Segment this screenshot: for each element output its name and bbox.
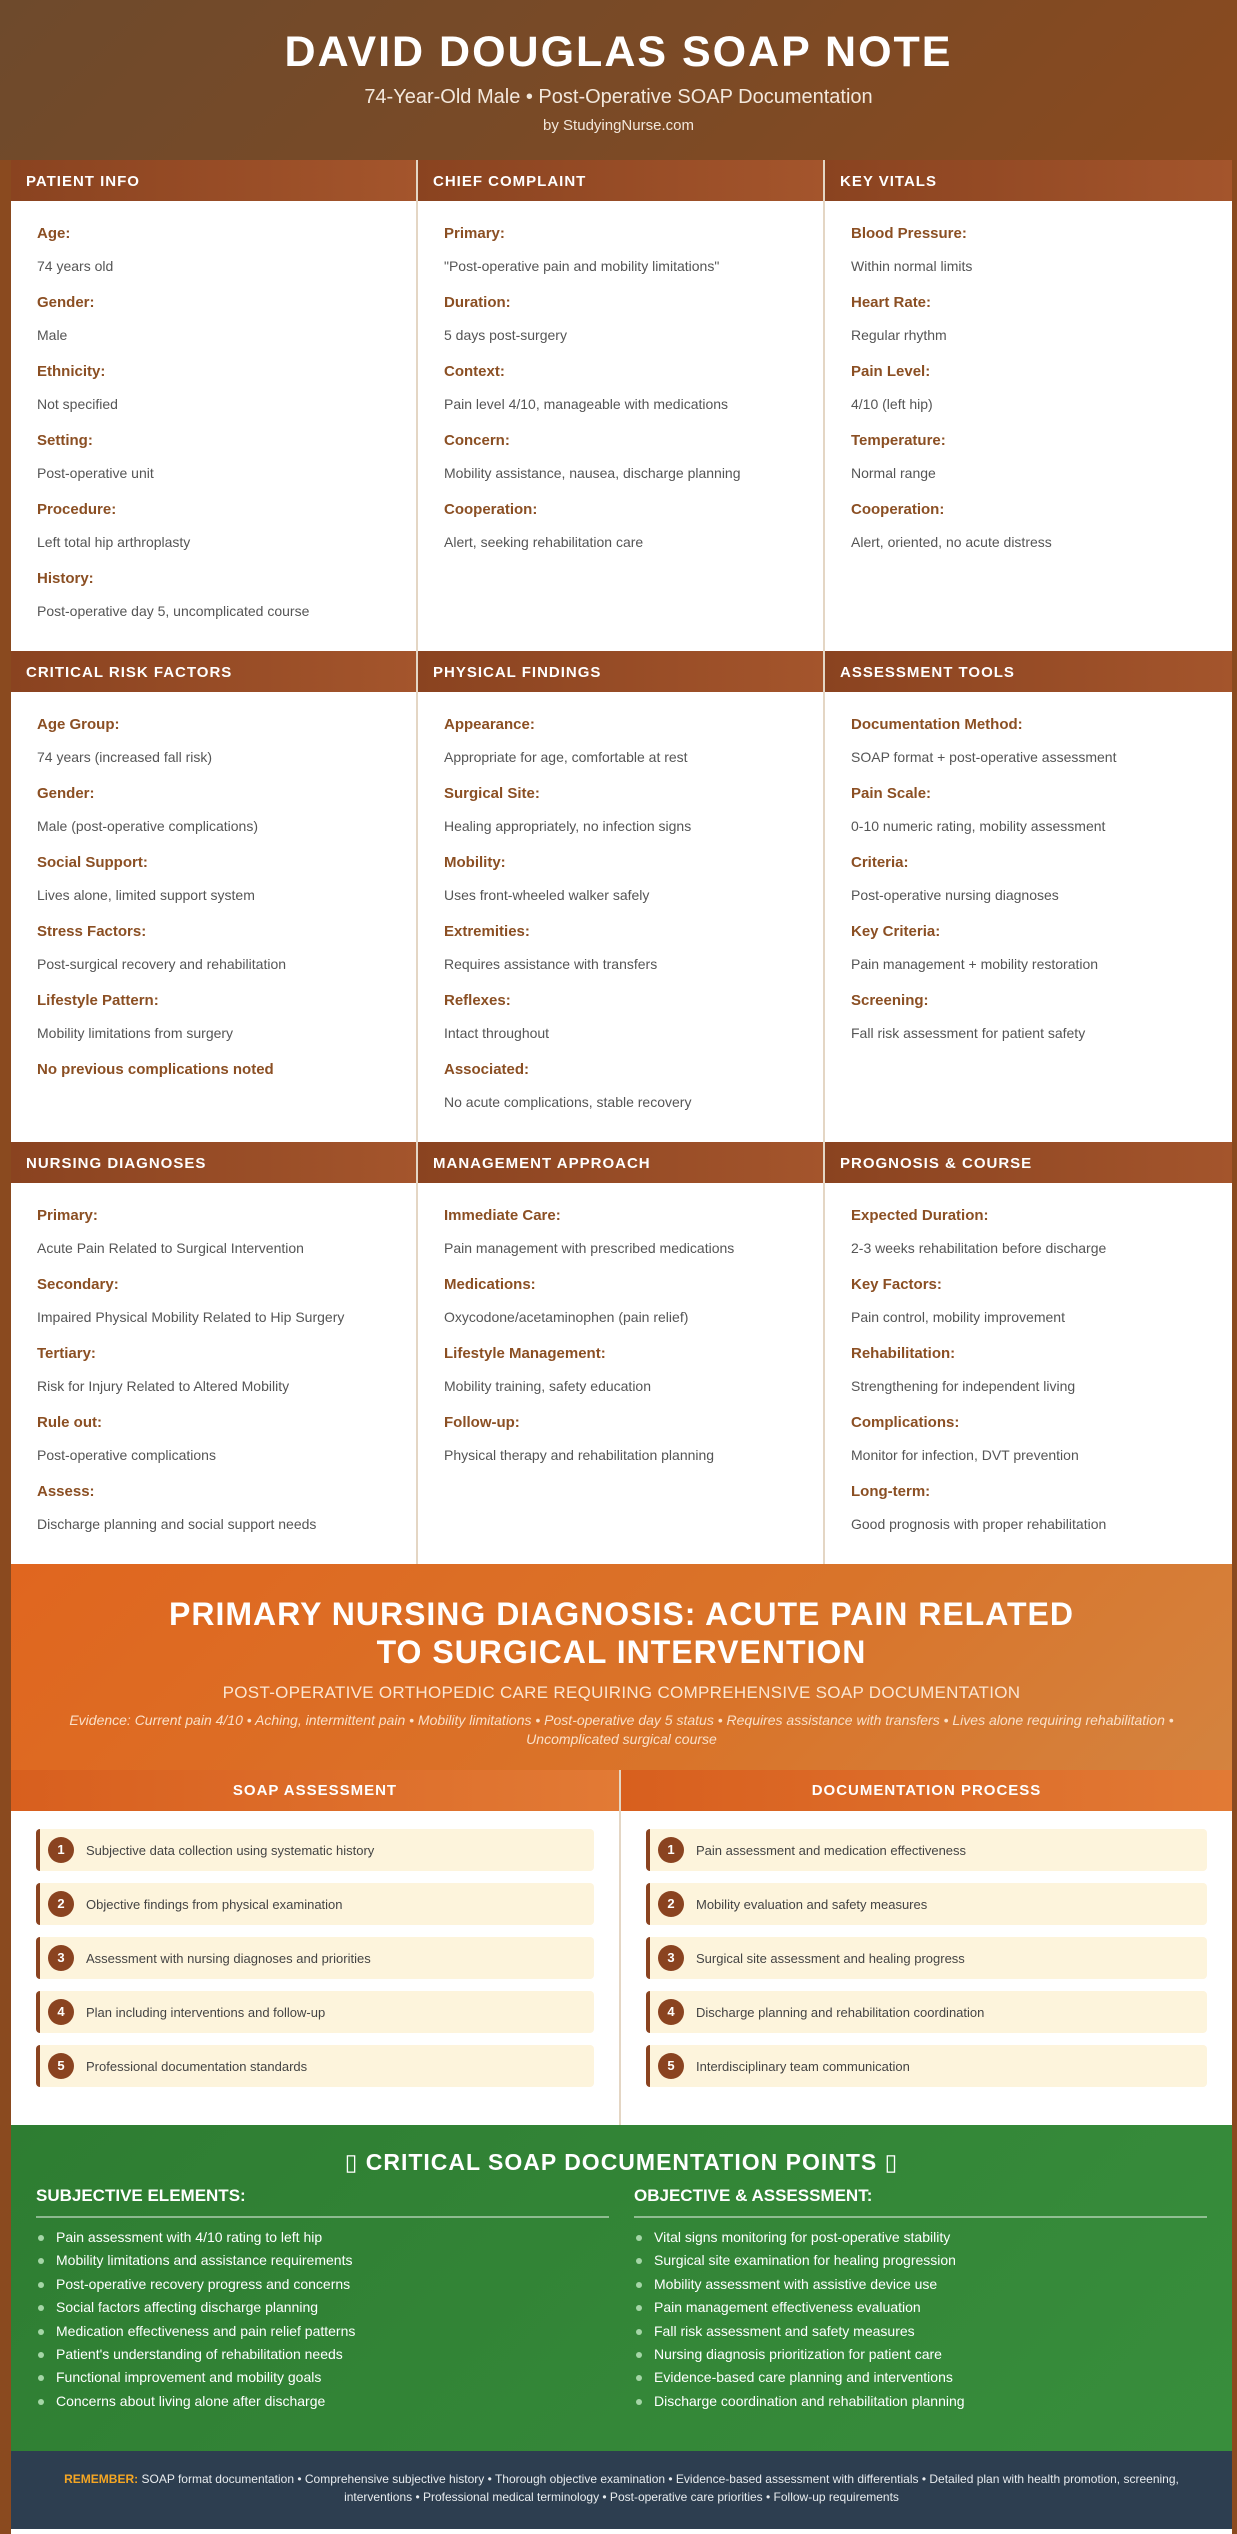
info-field (851, 224, 1206, 293)
field-label: Mobility: (444, 854, 506, 871)
field-label: Gender: (37, 294, 95, 311)
critical-points-list (634, 2226, 1207, 2413)
info-field (444, 853, 797, 922)
field-value: Post-operative day 5, uncomplicated course (37, 603, 310, 619)
field-label: Expected Duration: (851, 1207, 989, 1224)
info-card (825, 1142, 1232, 1564)
field-value: Left total hip arthroplasty (37, 534, 191, 550)
info-field (851, 362, 1206, 431)
info-field (444, 431, 797, 500)
info-card-body (825, 692, 1232, 1060)
field-value: 74 years (increased fall risk) (37, 749, 213, 765)
info-field (851, 922, 1206, 991)
field-label: Gender: (37, 785, 95, 802)
field-label: Extremities: (444, 923, 530, 940)
field-label: Tertiary: (37, 1345, 96, 1362)
field-value: Male (post-operative complications) (37, 818, 258, 834)
field-label: Temperature: (851, 432, 946, 449)
process-steps (11, 1811, 619, 2087)
info-field (851, 991, 1206, 1060)
critical-points-column (634, 2186, 1207, 2413)
info-field (444, 784, 797, 853)
info-field (37, 1206, 390, 1275)
info-field (444, 362, 797, 431)
process-section (11, 1770, 1232, 2125)
info-card-body (11, 1183, 416, 1551)
field-value: Fall risk assessment for patient safety (851, 1025, 1086, 1041)
field-label: Immediate Care: (444, 1207, 561, 1224)
info-field (37, 293, 390, 362)
info-card-heading: ASSESSMENT TOOLS (825, 651, 1232, 692)
field-value: Good prognosis with proper rehabilitation (851, 1516, 1107, 1532)
primary-diagnosis-title: PRIMARY NURSING DIAGNOSIS: ACUTE PAIN RELATED TO SURGICAL INTERVENTION (169, 1596, 1074, 1670)
process-column-heading: DOCUMENTATION PROCESS (621, 1770, 1232, 1811)
soap-note-page (11, 0, 1232, 2534)
info-field (37, 853, 390, 922)
step-text: Discharge planning and rehabilitation coordination (696, 2004, 985, 2020)
info-field (444, 1344, 797, 1413)
field-value: Physical therapy and rehabilitation planning (444, 1447, 715, 1463)
info-field (851, 293, 1206, 362)
info-card-body (825, 1183, 1232, 1551)
field-value: 4/10 (left hip) (851, 396, 933, 412)
field-value: Uses front-wheeled walker safely (444, 887, 650, 903)
info-card-heading: CRITICAL RISK FACTORS (11, 651, 416, 692)
info-card-heading: KEY VITALS (825, 160, 1232, 201)
critical-point-item: Fall risk assessment and safety measures (634, 2320, 1207, 2343)
step-text: Mobility evaluation and safety measures (696, 1896, 928, 1912)
field-value: Post-surgical recovery and rehabilitation (37, 956, 287, 972)
critical-point-item: Nursing diagnosis prioritization for patient care (634, 2343, 1207, 2366)
grid-row (11, 651, 1232, 1142)
info-field (37, 922, 390, 991)
info-field (37, 362, 390, 431)
field-label: Key Criteria: (851, 923, 941, 940)
step-number-badge: 2 (658, 1891, 684, 1917)
info-field (37, 1413, 390, 1482)
grid-row (11, 160, 1232, 651)
field-label: Age Group: (37, 716, 120, 733)
field-value: Discharge planning and social support needs (37, 1516, 317, 1532)
info-card-heading: MANAGEMENT APPROACH (418, 1142, 823, 1183)
critical-points-title: ▯ CRITICAL SOAP DOCUMENTATION POINTS ▯ (344, 2149, 899, 2175)
field-value: Male (37, 327, 68, 343)
critical-points-list (36, 2226, 609, 2413)
critical-points-column (36, 2186, 609, 2413)
info-field (444, 1206, 797, 1275)
field-label: Rule out: (37, 1414, 102, 1431)
footer-text: SOAP format documentation • Comprehensive subjective history • Thorough objective examination • Evidence-based assessment with differentials • Detailed plan with health promotion, screening, interventions • Professional medical terminology • Post-operative care priorities • Follow-up requirements (141, 2472, 1179, 2504)
info-field (37, 991, 390, 1060)
field-value: Healing appropriately, no infection signs (444, 818, 692, 834)
info-grid (11, 160, 1232, 1564)
field-label: Duration: (444, 294, 511, 311)
field-value: Risk for Injury Related to Altered Mobility (37, 1378, 290, 1394)
footer-reminder (11, 2451, 1232, 2529)
page-subtitle: 74-Year-Old Male • Post-Operative SOAP Documentation (364, 86, 873, 108)
primary-diagnosis-banner (11, 1564, 1232, 1770)
field-label: Concern: (444, 432, 510, 449)
field-label: Secondary: (37, 1276, 119, 1293)
field-value: Requires assistance with transfers (444, 956, 658, 972)
info-card (418, 651, 825, 1142)
info-card-body (11, 692, 416, 1092)
field-value: Appropriate for age, comfortable at rest (444, 749, 688, 765)
info-card (11, 1142, 418, 1564)
field-label: Procedure: (37, 501, 117, 518)
field-label: Rehabilitation: (851, 1345, 956, 1362)
field-value: Acute Pain Related to Surgical Intervention (37, 1240, 304, 1256)
field-value: SOAP format + post-operative assessment (851, 749, 1117, 765)
field-value: Pain level 4/10, manageable with medications (444, 396, 729, 412)
field-label: Reflexes: (444, 992, 511, 1009)
info-field (444, 1060, 797, 1129)
info-card-heading: PATIENT INFO (11, 160, 416, 201)
field-label: Lifestyle Management: (444, 1345, 606, 1362)
field-label: Cooperation: (444, 501, 538, 518)
info-field (37, 1344, 390, 1413)
info-card (418, 160, 825, 651)
field-value: Mobility limitations from surgery (37, 1025, 234, 1041)
step-number-badge: 3 (658, 1945, 684, 1971)
info-field (37, 500, 390, 569)
info-card-heading: NURSING DIAGNOSES (11, 1142, 416, 1183)
field-value: 0-10 numeric rating, mobility assessment (851, 818, 1106, 834)
critical-point-item: Medication effectiveness and pain relief patterns (36, 2320, 609, 2343)
field-label: Documentation Method: (851, 716, 1023, 733)
field-value: Normal range (851, 465, 936, 481)
critical-column-heading: OBJECTIVE & ASSESSMENT: (634, 2186, 1207, 2218)
critical-point-item: Discharge coordination and rehabilitation planning (634, 2390, 1207, 2413)
field-label: Long-term: (851, 1483, 931, 1500)
field-value: Pain management with prescribed medications (444, 1240, 735, 1256)
field-label: Follow-up: (444, 1414, 520, 1431)
info-card-body (418, 1183, 823, 1482)
info-field (851, 1275, 1206, 1344)
info-field (444, 500, 797, 569)
process-column-heading: SOAP ASSESSMENT (11, 1770, 619, 1811)
critical-point-item: Functional improvement and mobility goals (36, 2366, 609, 2389)
info-field (851, 500, 1206, 569)
field-label: Blood Pressure: (851, 225, 967, 242)
step-number-badge: 4 (48, 1999, 74, 2025)
field-value: Impaired Physical Mobility Related to Hip Surgery (37, 1309, 345, 1325)
critical-point-item: Surgical site examination for healing progression (634, 2249, 1207, 2272)
field-value: Intact throughout (444, 1025, 550, 1041)
info-field (37, 784, 390, 853)
field-value: Monitor for infection, DVT prevention (851, 1447, 1079, 1463)
field-value: Post-operative nursing diagnoses (851, 887, 1059, 903)
step-text: Pain assessment and medication effectiveness (696, 1842, 967, 1858)
critical-point-item: Vital signs monitoring for post-operative stability (634, 2226, 1207, 2249)
info-field (851, 853, 1206, 922)
process-column (621, 1770, 1232, 2125)
field-label: Medications: (444, 1276, 536, 1293)
process-step (646, 1991, 1207, 2033)
info-card-body (418, 692, 823, 1129)
process-step (36, 1937, 594, 1979)
step-text: Assessment with nursing diagnoses and priorities (86, 1950, 371, 1966)
field-label: Key Factors: (851, 1276, 942, 1293)
info-field (37, 1482, 390, 1551)
info-field (444, 1413, 797, 1482)
critical-column-heading: SUBJECTIVE ELEMENTS: (36, 2186, 609, 2218)
process-step (36, 1883, 594, 1925)
step-number-badge: 3 (48, 1945, 74, 1971)
step-text: Interdisciplinary team communication (696, 2058, 910, 2074)
critical-points-section (11, 2125, 1232, 2451)
info-field (851, 1344, 1206, 1413)
info-field (851, 1482, 1206, 1551)
field-label: Primary: (37, 1207, 98, 1224)
field-label: Screening: (851, 992, 929, 1009)
field-label: Age: (37, 225, 71, 242)
critical-point-item: Pain management effectiveness evaluation (634, 2296, 1207, 2319)
field-value: 5 days post-surgery (444, 327, 567, 343)
field-label: Appearance: (444, 716, 535, 733)
info-field (444, 293, 797, 362)
info-field (444, 922, 797, 991)
info-field (851, 1206, 1206, 1275)
field-label: Assess: (37, 1483, 95, 1500)
footer-label: REMEMBER: (64, 2472, 139, 2486)
critical-point-item: Concerns about living alone after discharge (36, 2390, 609, 2413)
step-text: Surgical site assessment and healing progress (696, 1950, 965, 1966)
process-step (646, 1937, 1207, 1979)
critical-point-item: Social factors affecting discharge planning (36, 2296, 609, 2319)
field-label: Context: (444, 363, 505, 380)
step-number-badge: 4 (658, 1999, 684, 2025)
field-label: Pain Level: (851, 363, 931, 380)
info-field (37, 1275, 390, 1344)
step-text: Plan including interventions and follow-up (86, 2004, 326, 2020)
critical-point-item: Pain assessment with 4/10 rating to left hip (36, 2226, 609, 2249)
info-field (444, 715, 797, 784)
critical-point-item: Evidence-based care planning and interventions (634, 2366, 1207, 2389)
field-label: Ethnicity: (37, 363, 106, 380)
info-field (37, 1060, 390, 1092)
info-card-body (825, 201, 1232, 651)
field-value: Mobility training, safety education (444, 1378, 651, 1394)
critical-points-columns (11, 2186, 1232, 2413)
field-value: Lives alone, limited support system (37, 887, 255, 903)
step-number-badge: 2 (48, 1891, 74, 1917)
field-value: No acute complications, stable recovery (444, 1094, 692, 1110)
field-value: Alert, oriented, no acute distress (851, 534, 1052, 550)
info-field (444, 1275, 797, 1344)
info-field (444, 991, 797, 1060)
info-field (851, 784, 1206, 853)
info-card-heading: PROGNOSIS & COURSE (825, 1142, 1232, 1183)
field-value: Post-operative complications (37, 1447, 216, 1463)
field-label: Setting: (37, 432, 93, 449)
step-text: Subjective data collection using systematic history (86, 1842, 375, 1858)
process-step (646, 2045, 1207, 2087)
info-card (418, 1142, 825, 1564)
critical-point-item: Patient's understanding of rehabilitation needs (36, 2343, 609, 2366)
field-value: Within normal limits (851, 258, 973, 274)
field-value: 2-3 weeks rehabilitation before discharge (851, 1240, 1107, 1256)
field-label: Criteria: (851, 854, 909, 871)
step-text: Objective findings from physical examination (86, 1896, 343, 1912)
field-label: Complications: (851, 1414, 960, 1431)
field-label: History: (37, 570, 94, 587)
step-number-badge: 1 (48, 1837, 74, 1863)
page-header (0, 0, 1237, 160)
field-label: Heart Rate: (851, 294, 932, 311)
field-value: Not specified (37, 396, 118, 412)
info-card-body (11, 201, 416, 651)
field-label: No previous complications noted (37, 1061, 274, 1078)
info-card (11, 160, 418, 651)
field-label: Social Support: (37, 854, 148, 871)
process-column (11, 1770, 621, 2125)
critical-point-item: Post-operative recovery progress and concerns (36, 2273, 609, 2296)
field-label: Cooperation: (851, 501, 945, 518)
field-label: Stress Factors: (37, 923, 147, 940)
step-number-badge: 1 (658, 1837, 684, 1863)
info-field (444, 224, 797, 293)
field-value: Mobility assistance, nausea, discharge planning (444, 465, 741, 481)
grid-row (11, 1142, 1232, 1564)
field-label: Primary: (444, 225, 505, 242)
info-field (37, 224, 390, 293)
process-steps (621, 1811, 1232, 2087)
field-value: 74 years old (37, 258, 114, 274)
process-step (646, 1883, 1207, 1925)
field-label: Surgical Site: (444, 785, 540, 802)
step-text: Professional documentation standards (86, 2058, 308, 2074)
primary-diagnosis-evidence: Evidence: Current pain 4/10 • Aching, intermittent pain • Mobility limitations • Post-operative day 5 status • Requires assistance with transfers • Lives alone requiring rehabilitation • Uncomplicated surgical course (69, 1712, 1174, 1747)
field-value: Oxycodone/acetaminophen (pain relief) (444, 1309, 689, 1325)
info-card-body (418, 201, 823, 651)
info-field (37, 431, 390, 500)
byline: by StudyingNurse.com (543, 117, 694, 134)
process-step (646, 1829, 1207, 1871)
primary-diagnosis-subtitle: POST-OPERATIVE ORTHOPEDIC CARE REQUIRING COMPREHENSIVE SOAP DOCUMENTATION (222, 1683, 1021, 1702)
page-title: DAVID DOUGLAS SOAP NOTE (284, 28, 953, 76)
info-field (851, 715, 1206, 784)
field-label: Lifestyle Pattern: (37, 992, 159, 1009)
field-value: Regular rhythm (851, 327, 947, 343)
step-number-badge: 5 (48, 2053, 74, 2079)
field-label: Pain Scale: (851, 785, 932, 802)
field-value: "Post-operative pain and mobility limitations" (444, 258, 720, 274)
info-field (851, 431, 1206, 500)
info-card (11, 651, 418, 1142)
critical-point-item: Mobility limitations and assistance requirements (36, 2249, 609, 2272)
info-field (37, 715, 390, 784)
field-value: Alert, seeking rehabilitation care (444, 534, 644, 550)
info-card (825, 651, 1232, 1142)
step-number-badge: 5 (658, 2053, 684, 2079)
info-card-heading: CHIEF COMPLAINT (418, 160, 823, 201)
process-step (36, 2045, 594, 2087)
field-value: Pain management + mobility restoration (851, 956, 1099, 972)
info-card-heading: PHYSICAL FINDINGS (418, 651, 823, 692)
info-field (37, 569, 390, 638)
critical-point-item: Mobility assessment with assistive device use (634, 2273, 1207, 2296)
process-step (36, 1991, 594, 2033)
process-step (36, 1829, 594, 1871)
field-value: Pain control, mobility improvement (851, 1309, 1065, 1325)
field-value: Post-operative unit (37, 465, 154, 481)
field-value: Strengthening for independent living (851, 1378, 1076, 1394)
info-field (851, 1413, 1206, 1482)
field-label: Associated: (444, 1061, 530, 1078)
info-card (825, 160, 1232, 651)
